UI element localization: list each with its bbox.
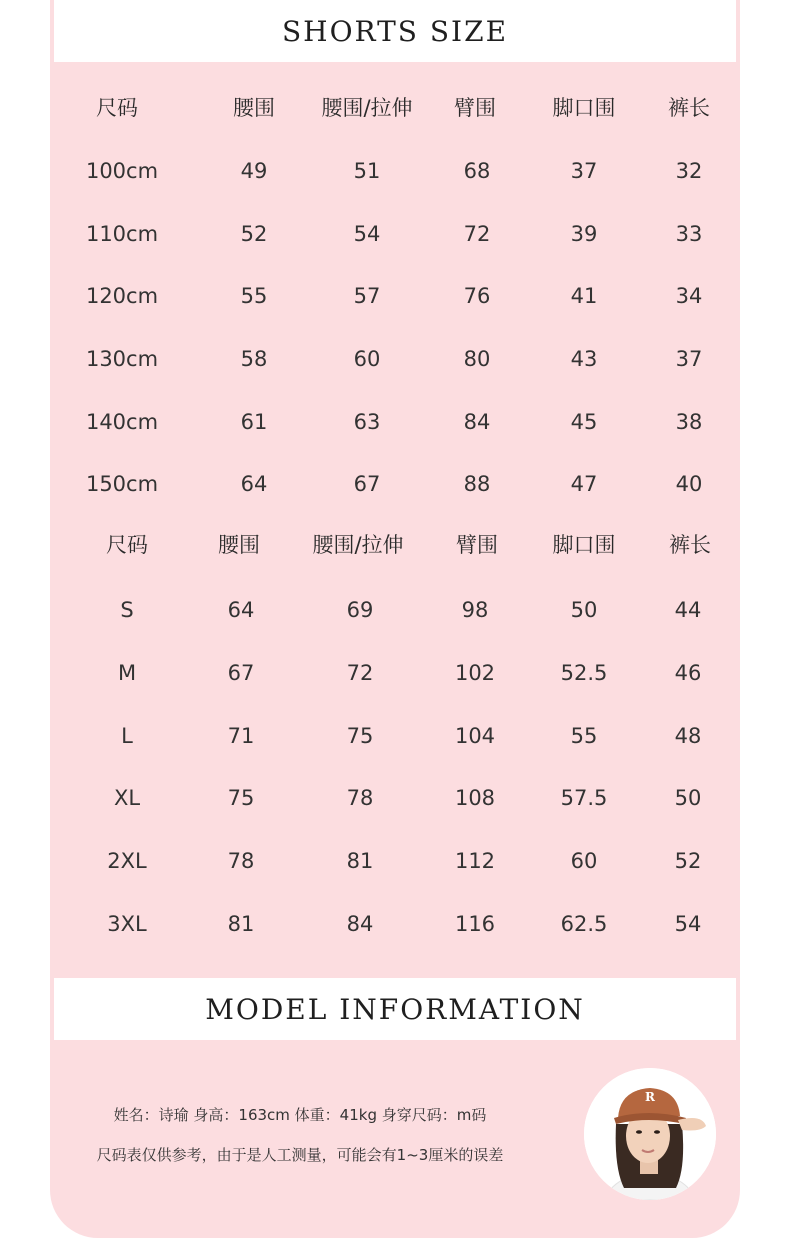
cell-size: XL [113, 786, 141, 810]
cell-waist: 58 [240, 347, 268, 371]
table-row [0, 151, 790, 191]
model-photo-illustration [584, 1068, 716, 1200]
model-information-title: MODEL INFORMATION [54, 978, 736, 1040]
cell-hem: 39 [570, 222, 598, 246]
cell-waist-stretch: 51 [353, 159, 381, 183]
cell-waist: 61 [240, 410, 268, 434]
cell-length: 54 [674, 912, 702, 936]
cell-arm: 104 [454, 724, 496, 748]
cell-waist-stretch: 75 [346, 724, 374, 748]
cell-size: 140cm [85, 410, 159, 434]
cell-waist-stretch: 54 [353, 222, 381, 246]
header-arm: 臂围 [454, 96, 496, 120]
header-waist-stretch: 腰围/拉伸 [312, 533, 404, 557]
cell-length: 50 [674, 786, 702, 810]
cell-hem: 43 [570, 347, 598, 371]
cell-size: S [120, 598, 134, 622]
header-arm: 臂围 [456, 533, 498, 557]
table-row [0, 778, 790, 818]
cell-arm: 76 [463, 284, 491, 308]
cell-length: 33 [675, 222, 703, 246]
header-size: 尺码 [96, 96, 138, 120]
cell-length: 40 [675, 472, 703, 496]
cell-waist-stretch: 57 [353, 284, 381, 308]
table-header-row [0, 525, 790, 565]
header-size: 尺码 [106, 533, 148, 557]
cell-arm: 68 [463, 159, 491, 183]
cell-waist-stretch: 63 [353, 410, 381, 434]
cell-waist-stretch: 78 [346, 786, 374, 810]
cell-size: 150cm [85, 472, 159, 496]
cell-length: 34 [675, 284, 703, 308]
model-stats: 姓名：诗瑜 身高：163cm 体重：41kg 身穿尺码：m码 [113, 1106, 487, 1124]
cell-arm: 116 [454, 912, 496, 936]
cell-hem: 60 [570, 849, 598, 873]
table-row [0, 590, 790, 630]
cell-length: 48 [674, 724, 702, 748]
cell-length: 44 [674, 598, 702, 622]
cell-waist: 49 [240, 159, 268, 183]
cell-length: 52 [674, 849, 702, 873]
cell-waist: 78 [227, 849, 255, 873]
cell-hem: 52.5 [560, 661, 608, 685]
cell-size: 3XL [107, 912, 147, 936]
cell-hem: 37 [570, 159, 598, 183]
cell-arm: 80 [463, 347, 491, 371]
cell-size: 130cm [85, 347, 159, 371]
cell-waist-stretch: 84 [346, 912, 374, 936]
cell-size: L [121, 724, 133, 748]
cell-waist: 64 [227, 598, 255, 622]
cell-length: 46 [674, 661, 702, 685]
cell-length: 38 [675, 410, 703, 434]
header-waist: 腰围 [218, 533, 260, 557]
cell-arm: 98 [461, 598, 489, 622]
cell-waist: 64 [240, 472, 268, 496]
cell-hem: 45 [570, 410, 598, 434]
header-waist: 腰围 [233, 96, 275, 120]
table-header-row [0, 88, 790, 128]
table-row [0, 276, 790, 316]
table-row [0, 402, 790, 442]
cell-waist-stretch: 67 [353, 472, 381, 496]
cell-waist-stretch: 60 [353, 347, 381, 371]
table-row [0, 716, 790, 756]
cell-waist-stretch: 72 [346, 661, 374, 685]
cell-hem: 62.5 [560, 912, 608, 936]
cell-waist: 52 [240, 222, 268, 246]
shorts-size-title: SHORTS SIZE [54, 0, 736, 62]
size-disclaimer: 尺码表仅供参考，由于是人工测量，可能会有1~3厘米的误差 [96, 1146, 504, 1164]
header-length: 裤长 [669, 533, 711, 557]
cell-arm: 102 [454, 661, 496, 685]
table-row [0, 653, 790, 693]
cell-waist: 71 [227, 724, 255, 748]
table-row [0, 841, 790, 881]
cell-waist-stretch: 69 [346, 598, 374, 622]
cell-size: M [117, 661, 137, 685]
table-row [0, 214, 790, 254]
cell-waist: 67 [227, 661, 255, 685]
table-row [0, 904, 790, 944]
cell-size: 110cm [85, 222, 159, 246]
cell-arm: 112 [454, 849, 496, 873]
header-hem: 脚口围 [552, 96, 616, 120]
cell-length: 32 [675, 159, 703, 183]
cell-size: 100cm [85, 159, 159, 183]
cell-hem: 41 [570, 284, 598, 308]
cell-waist: 81 [227, 912, 255, 936]
header-length: 裤长 [668, 96, 710, 120]
cell-hem: 47 [570, 472, 598, 496]
table-row [0, 339, 790, 379]
cell-arm: 88 [463, 472, 491, 496]
header-waist-stretch: 腰围/拉伸 [321, 96, 413, 120]
cell-hem: 55 [570, 724, 598, 748]
cell-waist: 55 [240, 284, 268, 308]
cell-waist-stretch: 81 [346, 849, 374, 873]
cell-arm: 84 [463, 410, 491, 434]
cell-size: 120cm [85, 284, 159, 308]
cap-letter: R [645, 1090, 655, 1104]
model-avatar [584, 1068, 716, 1200]
cell-size: 2XL [107, 849, 147, 873]
cell-waist: 75 [227, 786, 255, 810]
table-row [0, 464, 790, 504]
cell-length: 37 [675, 347, 703, 371]
header-hem: 脚口围 [552, 533, 616, 557]
cell-hem: 50 [570, 598, 598, 622]
cell-arm: 108 [454, 786, 496, 810]
cell-hem: 57.5 [560, 786, 608, 810]
cell-arm: 72 [463, 222, 491, 246]
